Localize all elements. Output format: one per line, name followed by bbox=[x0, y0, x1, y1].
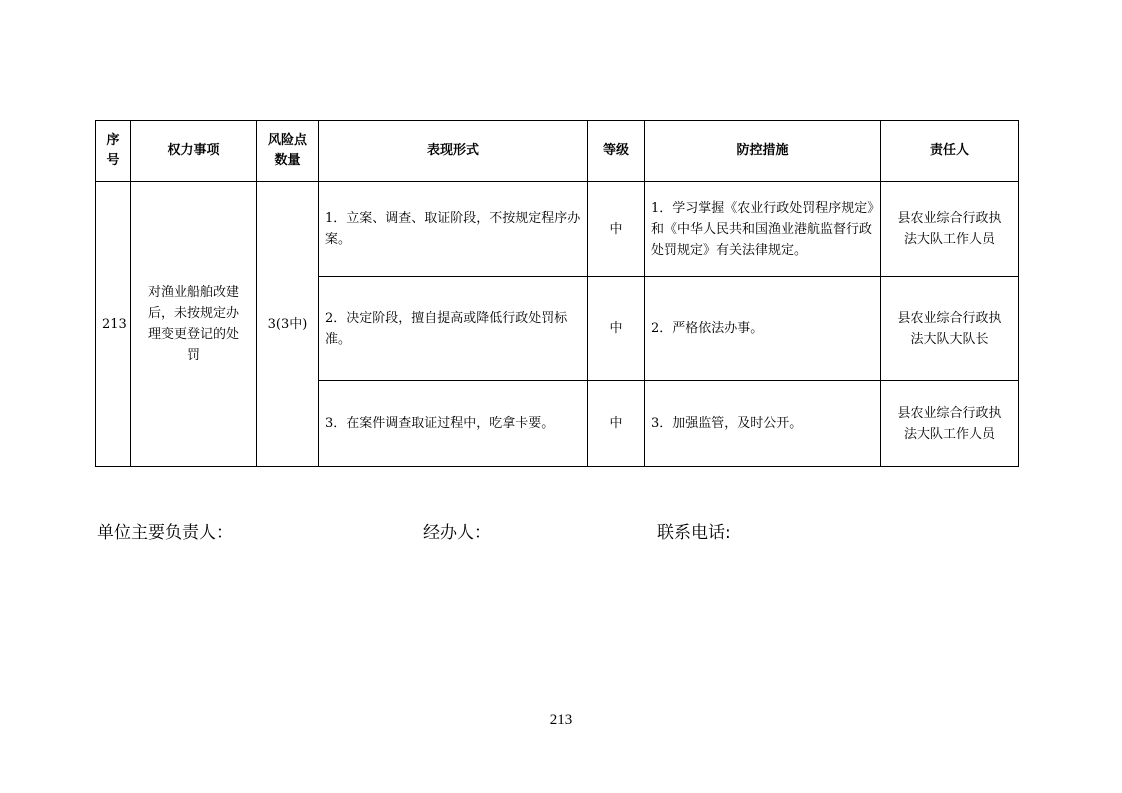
risk-table bbox=[95, 120, 1019, 467]
cell-responsible: 县农业综合行政执法大队大队长 bbox=[881, 277, 1019, 381]
cell-measures: 2．严格依法办事。 bbox=[645, 277, 881, 381]
header-seq: 序号 bbox=[96, 121, 131, 182]
header-responsible: 责任人 bbox=[881, 121, 1019, 182]
cell-manifestation: 3．在案件调查取证过程中，吃拿卡要。 bbox=[319, 381, 588, 467]
cell-risk-count: 3(3中) bbox=[257, 182, 319, 467]
unit-head-label: 单位主要负责人： bbox=[97, 523, 233, 543]
cell-responsible: 县农业综合行政执法大队工作人员 bbox=[881, 381, 1019, 467]
cell-level: 中 bbox=[588, 182, 645, 277]
cell-seq: 213 bbox=[96, 182, 131, 467]
header-measures: 防控措施 bbox=[645, 121, 881, 182]
header-power-item: 权力事项 bbox=[131, 121, 257, 182]
header-manifestation: 表现形式 bbox=[319, 121, 588, 182]
cell-power-item: 对渔业船舶改建后，未按规定办理变更登记的处罚 bbox=[131, 182, 257, 467]
cell-level: 中 bbox=[588, 277, 645, 381]
phone-label: 联系电话: bbox=[657, 523, 731, 543]
cell-level: 中 bbox=[588, 381, 645, 467]
table-header-row bbox=[96, 121, 1019, 182]
cell-responsible: 县农业综合行政执法大队工作人员 bbox=[881, 182, 1019, 277]
cell-manifestation: 1．立案、调查、取证阶段，不按规定程序办案。 bbox=[319, 182, 588, 277]
header-risk-count: 风险点数量 bbox=[257, 121, 319, 182]
page-number: 213 bbox=[549, 712, 573, 728]
header-level: 等级 bbox=[588, 121, 645, 182]
cell-measures: 3．加强监管，及时公开。 bbox=[645, 381, 881, 467]
cell-manifestation: 2．决定阶段，擅自提高或降低行政处罚标准。 bbox=[319, 277, 588, 381]
handler-label: 经办人： bbox=[423, 523, 491, 543]
table-row bbox=[96, 182, 1019, 277]
cell-measures: 1．学习掌握《农业行政处罚程序规定》和《中华人民共和国渔业港航监督行政处罚规定》有关法律规定。 bbox=[645, 182, 881, 277]
